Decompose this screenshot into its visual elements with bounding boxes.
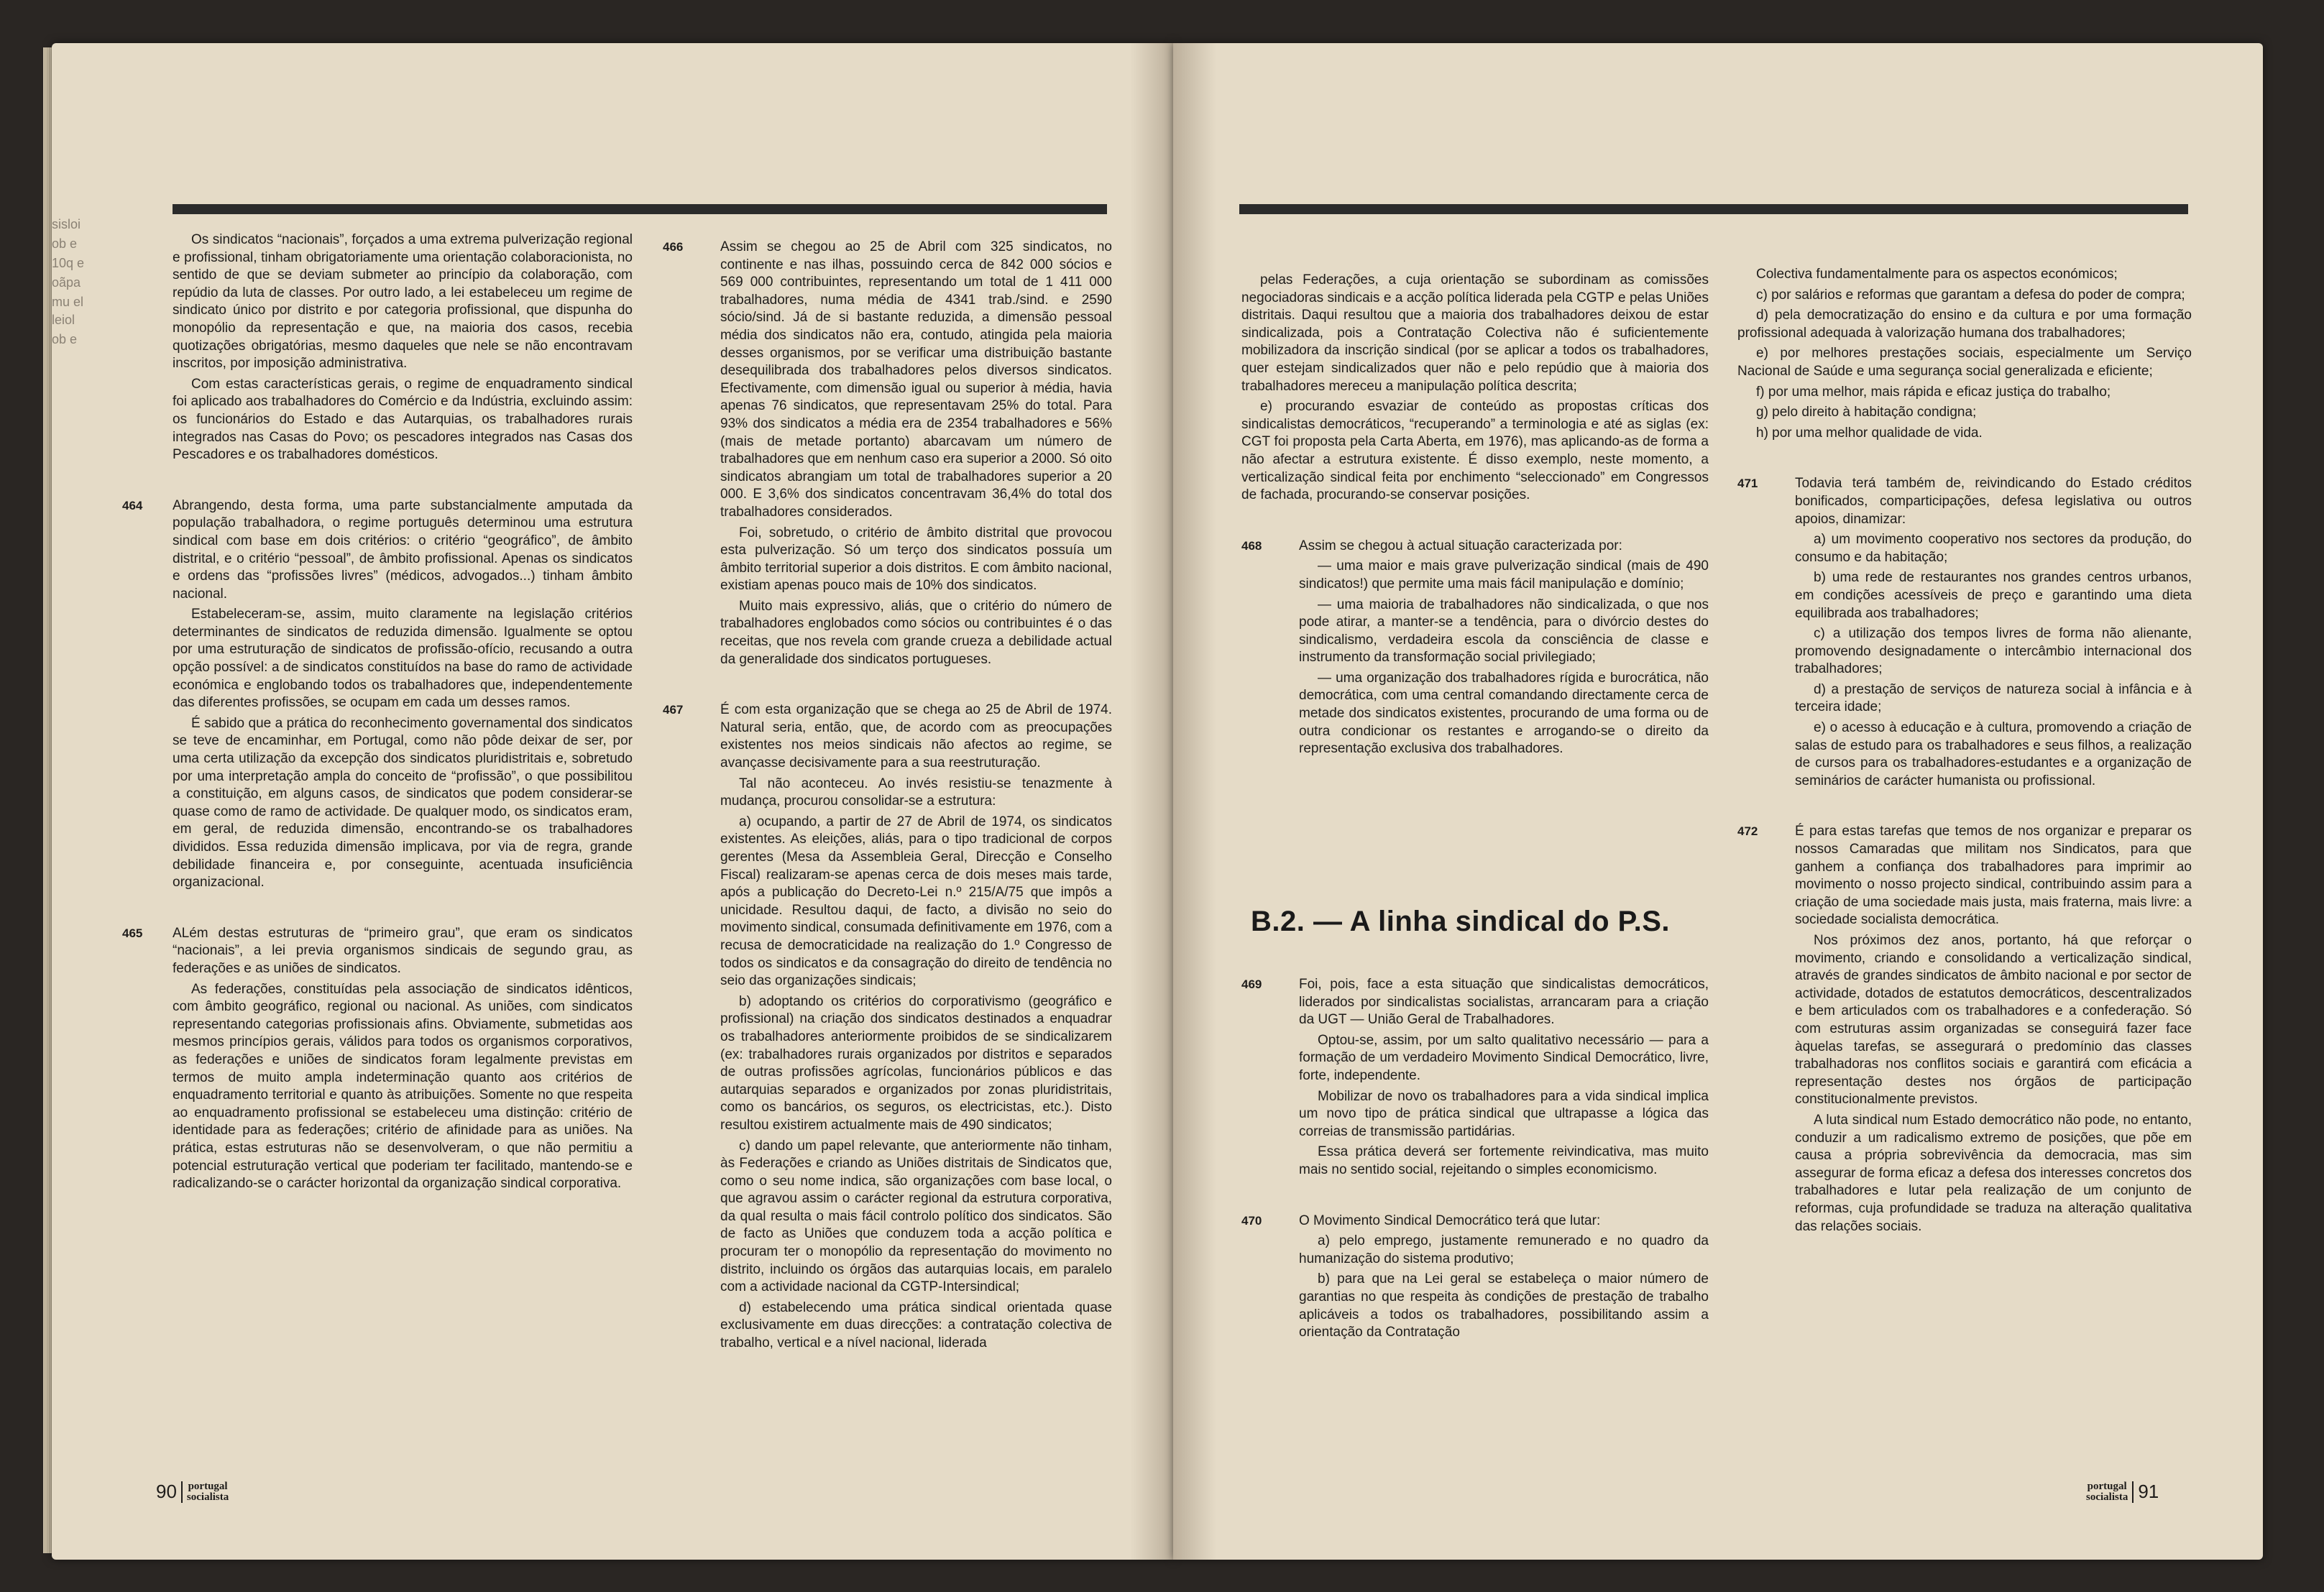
numbered-paragraph [1241, 976, 1709, 1179]
page-folio-left [156, 1481, 229, 1503]
numbered-paragraph [122, 497, 633, 892]
show-through-fragment: leiol [52, 313, 75, 327]
body-text: As federações, constituídas pela associação de sindicatos idênticos, com âmbito geográfico, regional ou nacional. As uniões, com sindicatos representando categorias profissionais afins. Obviamente, submetidas aos mesmos princípios gerais, válidos para todos os organismos corporativos, as federações e uniões de sindicatos foram legalmente previstas em termos de muito ampla indeterminação quanto aos critérios de enquadramento territorial e quanto às atribuições. Somente no que respeita ao enquadramento profissional se estabeleceu uma distinção: critério de identidade para as federações; critério de afinidade para as uniões. Na prática, estas estruturas não se desenvolveram, o que não permitiu a potencial estruturação vertical que poderiam ter facilitado, mantendo-se e radicalizando-se o carácter horizontal da organização sindical corporativa. [173, 981, 633, 1192]
body-text: Essa prática deverá ser fortemente reivindicativa, mas muito mais no sentido social, rejeitando o simples economicismo. [1299, 1144, 1709, 1177]
body-text: Foi, pois, face a esta situação que sindicalistas democráticos, liderados por sindicalistas socialistas, arrancaram para a criação da UGT — União Geral de Trabalhadores. [1299, 977, 1709, 1028]
header-rule [173, 204, 1107, 214]
numbered-paragraph [122, 925, 633, 1193]
numbered-paragraph [1241, 1213, 1709, 1342]
body-text: — uma maior e mais grave pulverização sindical (mais de 490 sindicatos!) que permite uma mais fácil manipulação e domínio; [1299, 558, 1709, 592]
show-through-fragment: ob e [52, 236, 78, 251]
body-text: Tal não aconteceu. Ao invés resistiu-se tenazmente à mudança, procurou consolidar-se a estrutura: [720, 776, 1112, 809]
right-column-1-top [1241, 272, 1709, 883]
body-text: Os sindicatos “nacionais”, forçados a uma extrema pulverização regional e profissional, tinham obrigatoriamente uma orientação colaboracionista, no sentido de que se deviam submeter ao princípio da colaboração, com repúdio da luta de classes. Por outro lado, a lei estabeleceu um regime de sindicato único por distrito e por categoria profissional, que dispunha do monopólio da representação e que, na maioria dos casos, recebia quotizações obrigatórias, mesmo daqueles que nele se não encontravam inscritos, por imposição administrativa. [173, 232, 633, 372]
body-text: c) a utilização dos tempos livres de forma não alienante, promovendo designadamente o intercâmbio internacional dos trabalhadores; [1795, 626, 2192, 677]
body-text: b) adoptando os critérios do corporativismo (geográfico e profissional) na criação dos sindicatos destinados a enquadrar os trabalhadores anteriormente proibidos de se sindicalizarem (ex: trabalhadores rurais organizados por distritos e separados de outras profissões agrícolas, funcionários públicos e das autarquias separados e organizados por zonas pluridistritais, como os bancários, os seguros, os electricistas, etc.). Disto resultou existirem actualmente mais de 490 sindicatos; [720, 993, 1112, 1133]
body-text: Muito mais expressivo, aliás, que o critério do número de trabalhadores englobados como sócios ou contribuintes é o das receitas, que nos revela com grande crueza a debilidade actual da generalidade dos sindicatos portugueses. [720, 598, 1112, 667]
body-text: a) pelo emprego, justamente remunerado e no quadro da humanização do sistema produtivo; [1299, 1233, 1709, 1266]
body-text: d) a prestação de serviços de natureza social à infância e à terceira idade; [1795, 681, 2192, 715]
body-text: Foi, sobretudo, o critério de âmbito distrital que provocou esta pulverização. Só um terço dos sindicatos possuía um âmbito territorial superior a dois distritos. E com âmbito nacional, existiam apenas pouco mais de 10% dos sindicatos. [720, 525, 1112, 594]
gutter-shadow [1130, 43, 1173, 1560]
body-text: Mobilizar de novo os trabalhadores para a vida sindical implica um novo tipo de prática sindical que ultrapasse a lógica das correias de transmissão partidárias. [1299, 1088, 1709, 1139]
paragraph-gap [1737, 793, 2192, 823]
header-rule [1239, 204, 2188, 214]
page-number: 91 [2138, 1481, 2159, 1502]
numbered-paragraph [663, 701, 1112, 1352]
body-text: Estabeleceram-se, assim, muito claramente na legislação critérios determinantes de sindicatos de reduzida dimensão. Igualmente se optou por uma estruturação de sindicatos de profissão-ofício, recusando a outra opção possível: a de sindicatos constituídos na base do ramo de actividade económica e englobando todos os trabalhadores que, independentemente das diferentes profissões, se ocupam em cada um desses ramos. [173, 607, 633, 711]
body-text: pelas Federações, a cuja orientação se subordinam as comissões negociadoras sindicais e a acção política liderada pela CGTP e pelas Uniões distritais. Daqui resultou que a maioria dos trabalhadores deixou de estar sindicalizada, pois a Contratação Colectiva não é suficientemente mobilizadora da inscrição sindical (por se aplicar a todos os trabalhadores, quer estejam sindicalizados quer não e pelo repúdio que à maioria dos trabalhadores mereceu a manipulação política descrita; [1241, 272, 1709, 394]
body-text: b) uma rede de restaurantes nos grandes centros urbanos, em condições acessíveis de preço e garantindo uma dieta equilibrada aos trabalhadores; [1795, 570, 2192, 621]
body-text: — uma maioria de trabalhadores não sindicalizada, o que nos pode atirar, a manter-se a tendência, para o divórcio destes do sindicalismo, verdadeira escola da consciência de classe e instrumento da transformação social privilegiado; [1299, 597, 1709, 666]
body-text: a) ocupando, a partir de 27 de Abril de 1974, os sindicatos existentes. As eleições, aliás, para o tipo tradicional de corpos gerentes (Mesa da Assembleia Geral, Direcção e Conselho Fiscal) realizaram-se apenas cerca de dois meses mais tarde, após a publicação do Decreto-Lei n.º 215/A/75 que impôs a unicidade. Resultou daqui, de facto, a divisão no seio do movimento sindical, consumada definitivamente em 1976, com a recusa de democraticidade na realização do 1.º Congresso de todos os sindicatos e da consagração do direito de tendência no seio das organizações sindicais; [720, 814, 1112, 989]
body-text: c) dando um papel relevante, que anteriormente não tinham, às Federações e criando as Uniões distritais de Sindicatos que, como o seu nome indica, são organizações com base local, o que agravou assim o carácter regional da estrutura corporativa, da qual resulta o mais fácil controlo político dos sindicatos. São de facto as Uniões que conduzem toda a acção política e procuram ter o monopólio da representação do movimento no distrito, incluindo os órgãos das autarquias locais, em paralelo com a actividade nacional da CGTP-Intersindical; [720, 1138, 1112, 1295]
paragraph-gap [1241, 1182, 1709, 1213]
body-text: — uma organização dos trabalhadores rígida e burocrática, não democrática, com uma central comandando directamente cerca de metade dos sindicatos existentes, procurando de uma forma ou de outra condicionar os restantes e arrogando-se o direito da representação exclusiva dos trabalhadores. [1299, 670, 1709, 757]
body-text: e) o acesso à educação e à cultura, promovendo a criação de salas de estudo para os trabalhadores e seus filhos, a realização de cursos para os trabalhadores-estudantes e a organização de seminários de carácter humanista ou profissional. [1795, 720, 2192, 788]
numbered-paragraph [1737, 475, 2192, 790]
continued-paragraph [1241, 272, 1709, 505]
paragraph-number: 466 [663, 240, 684, 254]
body-text: Com estas características gerais, o regime de enquadramento sindical foi aplicado aos trabalhadores do Comércio e da Indústria, excluindo assim: os funcionários do Estado e das Autarquias, os trabalhadores rurais integrados nas Casas do Povo; os pescadores integrados nas Casas dos Pescadores e os trabalhadores domésticos. [173, 376, 633, 463]
body-text: É com esta organização que se chega ao 25 de Abril de 1974. Natural seria, então, que, de acordo com as preocupações existentes nos meios sindicais não afectos ao regime, se avançasse decisivamente para a sua reestruturação. [720, 702, 1112, 771]
paragraph-gap [663, 671, 1112, 701]
body-text: c) por salários e reformas que garantam a defesa do poder de compra; [1756, 287, 2185, 303]
paragraph-number: 471 [1737, 477, 1758, 491]
show-through-fragment: oãpa [52, 275, 81, 290]
show-through-fragment: mu el [52, 295, 84, 309]
body-text: e) procurando esvaziar de conteúdo as propostas críticas dos sindicalistas democráticos, “recuperando” a terminologia e até as siglas (ex: CGT foi proposta pela Carta Aberta, em 1976), mas aplicando-as de forma a não afectar a estrutura existente. É disso exemplo, neste momento, a verticalização sindical feita por enchimento “seleccionado” em Congressos de fachada, procurando-se conservar posições. [1241, 399, 1709, 503]
right-column-1-bottom [1241, 976, 1709, 1350]
right-page [1173, 43, 2263, 1560]
body-text: A luta sindical num Estado democrático não pode, no entanto, conduzir a um radicalismo extremo de posições, que põe em causa a própria sobrevivência da democracia, mas sim assegurar de forma eficaz a defesa dos interesses concretos dos trabalhadores e lutar pela realização de um conjunto de reformas, cuja profundidade se traduza na alteração qualitativa das relações sociais. [1795, 1112, 2192, 1234]
body-text: O Movimento Sindical Democrático terá que lutar: [1299, 1213, 1601, 1228]
body-text: Nos próximos dez anos, portanto, há que reforçar o movimento, criando e consolidando a verticalização sindical, através de grandes sindicatos de âmbito nacional e por sector de actividade, dotados de estatutos democráticos, descentralizados e bem articulados com os trabalhadores e a confederação. Só com estruturas assim organizadas se conseguirá fazer face àquelas tarefas, se assegurará o predomínio das classes trabalhadoras nos conflitos sociais e garantirá com eficácia a representação destes nos órgãos de participação constitucionalmente previstos. [1795, 933, 2192, 1108]
body-text: f) por uma melhor, mais rápida e eficaz justiça do trabalho; [1756, 384, 2111, 400]
gutter-shadow [1173, 43, 1216, 1560]
body-text: d) estabelecendo uma prática sindical orientada quase exclusivamente em duas direcções: a contratação colectiva de trabalho, vertical e a nível nacional, liderada [720, 1299, 1112, 1351]
numbered-paragraph [1737, 823, 2192, 1236]
page-number: 90 [156, 1481, 177, 1502]
show-through-fragment: ob e [52, 332, 78, 346]
paragraph-gap [1737, 445, 2192, 475]
left-page [52, 43, 1173, 1560]
paragraph-number: 464 [122, 498, 143, 512]
body-text: ALém destas estruturas de “primeiro grau”, que eram os sindicatos “nacionais”, a lei previa organismos sindicais de segundo grau, as federações e as uniões de sindicatos. [173, 925, 633, 976]
body-text: Todavia terá também de, reivindicando do Estado créditos bonificados, comparticipações, defesa legislativa ou outros apoios, dinamizar: [1795, 476, 2192, 527]
body-text: É sabido que a prática do reconhecimento governamental dos sindicatos se teve de encaminhar, em Portugal, como não pôde deixar de ser, por uma certa utilização da excepção dos sindicatos pluridistritais e, sobretudo por uma interpretação ampla do conceito de “profissão”, o que possibilitou a constituição, em alguns casos, de sindicatos que podem considerar-se quase como de ramo de actividade. De qualquer modo, os sindicatos eram, em geral, de reduzida dimensão, encontrando-se os trabalhadores divididos. Essa reduzida dimensão implicava, por via de regra, grande debilidade financeira e, por conseguinte, acentuada insuficiência organizacional. [173, 715, 633, 891]
page-folio-right [2086, 1481, 2159, 1503]
paragraph-number: 467 [663, 703, 684, 717]
body-text: Optou-se, assim, por um salto qualitativo necessário — para a formação de um verdadeiro Movimento Sindical Democrático, livre, forte, independente. [1299, 1032, 1709, 1083]
numbered-paragraph [1241, 538, 1709, 758]
paragraph-gap [1241, 507, 1709, 538]
body-text: Assim se chegou ao 25 de Abril com 325 sindicatos, no continente e nas ilhas, possuindo cerca de 842 000 sócios e 569 000 contribuintes, representando um total de 1 411 000 trabalhadores, numa média de 4341 trab./sind. e 2590 sócio/sind. Já de si bastante reduzida, a dimensão pessoal média dos sindicatos não era, contudo, atingida pela maioria desses organismos, por se verificar uma distribuição bastante desequilibrada dos trabalhadores pelos diversos sindicatos. Efectivamente, com dimensão igual ou superior à média, havia apenas 76 sindicatos, que representavam 25% do total. Para 93% dos sindicatos a média era de 2354 trabalhadores e 56% (mais de metade portanto) abarcavam um número de trabalhadores que em nenhum caso era superior a 2000. Só oito sindicatos abrangiam um total de trabalhadores superior a 20 000. E 3,6% dos sindicatos concentravam 36,4% do total dos trabalhadores considerados. [720, 239, 1112, 520]
paragraph-gap [173, 895, 633, 925]
paragraph-number: 468 [1241, 538, 1262, 553]
publication-logo: portugal socialista [2086, 1481, 2134, 1503]
continued-paragraph [1737, 266, 2192, 442]
body-text: É para estas tarefas que temos de nos organizar e preparar os nossos Camaradas que militam nos Sindicatos, para que ganhem a confiança dos trabalhadores para imprimir ao movimento o nosso projecto sindical, contribuindo assim para a criação de uma sociedade mais justa, mais fraterna, mais livre: a sociedade socialista democrática. [1795, 824, 2192, 928]
continued-paragraph [173, 231, 633, 464]
body-text: e) por melhores prestações sociais, especialmente um Serviço Nacional de Saúde e uma segurança social generalizada e eficiente; [1737, 346, 2192, 379]
body-text: g) pelo direito à habitação condigna; [1756, 405, 1977, 420]
body-text: a) um movimento cooperativo nos sectores da produção, do consumo e da habitação; [1795, 532, 2192, 565]
paragraph-number: 470 [1241, 1213, 1262, 1228]
paragraph-number: 465 [122, 926, 143, 940]
body-text: Assim se chegou à actual situação caracterizada por: [1299, 538, 1622, 553]
body-text: d) pela democratização do ensino e da cultura e por uma formação profissional adequada à valorização humana dos trabalhadores; [1737, 308, 2192, 341]
paragraph-gap [173, 467, 633, 497]
numbered-paragraph [663, 239, 1112, 668]
right-column-2 [1737, 266, 2192, 1358]
show-through-text [52, 216, 84, 350]
body-text: Colectiva fundamentalmente para os aspectos económicos; [1756, 267, 2118, 282]
section-heading: B.2. — A linha sindical do P.S. [1251, 906, 1671, 937]
publication-logo: portugal socialista [181, 1481, 229, 1503]
body-text: Abrangendo, desta forma, uma parte substancialmente amputada da população trabalhadora, o regime português determinou uma estrutura sindical com base em dois critérios: o critério “geográfico”, de âmbito distrital, e o critério “pessoal”, de âmbito profissional. Apenas os sindicatos e ordens das “profissões livres” (médicos, advogados...) tinham âmbito nacional. [173, 497, 633, 602]
paragraph-number: 472 [1737, 824, 1758, 839]
body-text: b) para que na Lei geral se estabeleça o maior número de garantias no que respeita às condições de prestação de trabalho aplicáveis a todos os trabalhadores, possibilitando assim a orientação da Contratação [1299, 1271, 1709, 1340]
show-through-fragment: sisloi [52, 217, 81, 231]
body-text: h) por uma melhor qualidade de vida. [1756, 425, 1983, 441]
left-column-2 [663, 239, 1112, 1504]
paragraph-number: 469 [1241, 977, 1262, 991]
show-through-fragment: 10q e [52, 256, 85, 270]
